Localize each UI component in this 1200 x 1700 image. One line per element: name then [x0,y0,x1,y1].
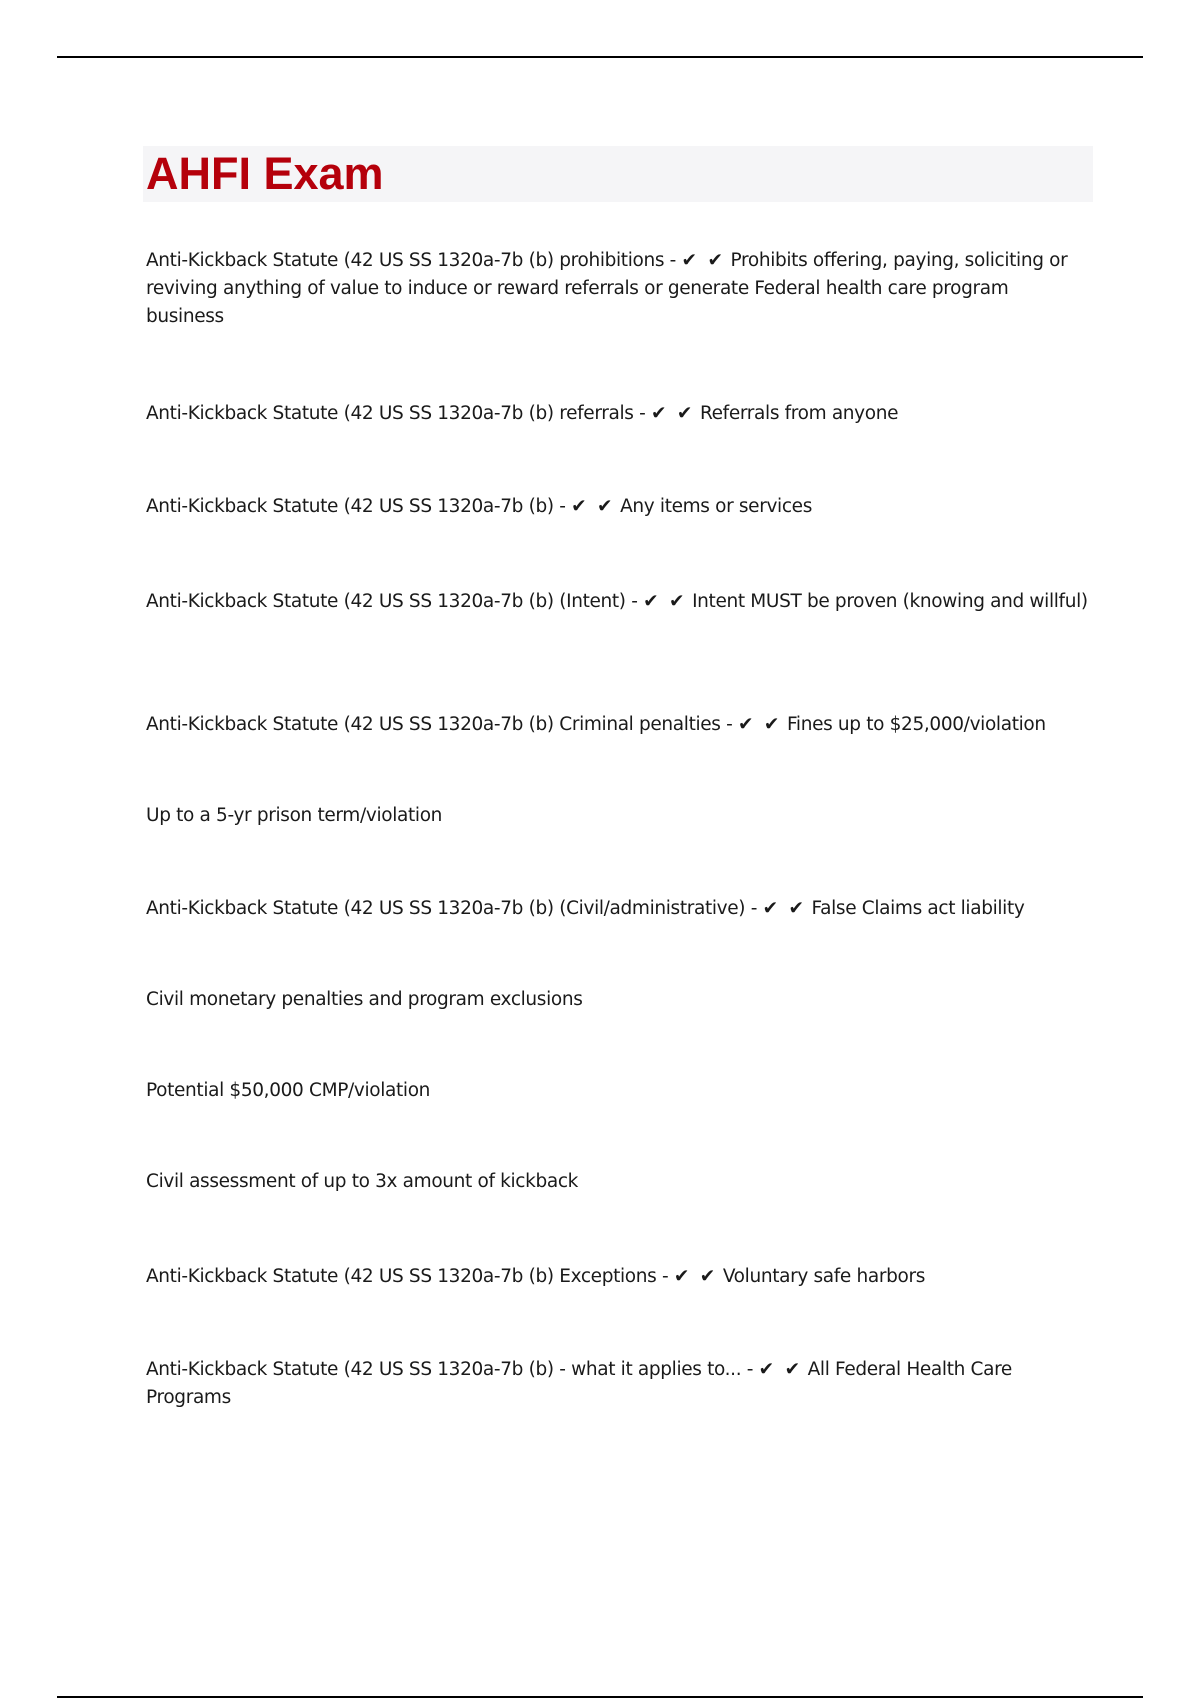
flashcard-entry [146,493,1091,521]
answer-text: All Federal Health Care Programs [146,1359,1012,1408]
check-icon: ✔ ✔ [673,1266,718,1287]
top-divider [57,56,1143,58]
page-title: AHFI Exam [146,148,384,199]
term-text: Anti-Kickback Statute (42 US SS 1320a-7b (b) prohibitions - [146,250,676,271]
term-text: Anti-Kickback Statute (42 US SS 1320a-7b (b) Exceptions - [146,1266,669,1287]
answer-text: False Claims act liability [811,898,1025,919]
flashcard-entry [146,400,1091,428]
check-icon: ✔ ✔ [643,591,687,612]
answer-text: Intent MUST be proven (knowing and willful) [692,591,1088,612]
term-text: Anti-Kickback Statute (42 US SS 1320a-7b (b) (Civil/administrative) - [146,898,758,919]
title-banner [143,146,1093,202]
answer-text: Referrals from anyone [699,403,899,424]
flashcard-entry [146,711,1091,739]
answer-text: Fines up to $25,000/violation [786,714,1046,735]
check-icon: ✔ ✔ [758,1359,803,1380]
flashcard-entry [146,247,1091,331]
term-text: Anti-Kickback Statute (42 US SS 1320a-7b (b) (Intent) - [146,591,638,612]
flashcard-entry [146,588,1091,616]
flashcard-entry [146,895,1091,923]
answer-text: Voluntary safe harbors [722,1266,925,1287]
continuation-line: Potential $50,000 CMP/violation [146,1080,431,1101]
check-icon: ✔ ✔ [737,714,782,735]
continuation-line: Up to a 5-yr prison term/violation [146,805,443,826]
bottom-divider [57,1696,1143,1698]
answer-text: Prohibits offering, paying, soliciting or reviving anything of value to induce or reward referrals or generate Federal health care program business [146,250,1068,327]
term-text: Anti-Kickback Statute (42 US SS 1320a-7b (b) - [146,496,566,517]
term-text: Anti-Kickback Statute (42 US SS 1320a-7b (b) - what it applies to... - [146,1359,754,1380]
check-icon: ✔ ✔ [681,250,725,271]
flashcard-entry [146,1263,1091,1291]
answer-text: Any items or services [620,496,812,517]
term-text: Anti-Kickback Statute (42 US SS 1320a-7b (b) referrals - [146,403,646,424]
check-icon: ✔ ✔ [762,898,807,919]
check-icon: ✔ ✔ [650,403,695,424]
continuation-line: Civil assessment of up to 3x amount of kickback [146,1171,579,1192]
term-text: Anti-Kickback Statute (42 US SS 1320a-7b (b) Criminal penalties - [146,714,733,735]
flashcard-entry [146,1356,1091,1412]
check-icon: ✔ ✔ [571,496,615,517]
continuation-line: Civil monetary penalties and program exclusions [146,989,583,1010]
